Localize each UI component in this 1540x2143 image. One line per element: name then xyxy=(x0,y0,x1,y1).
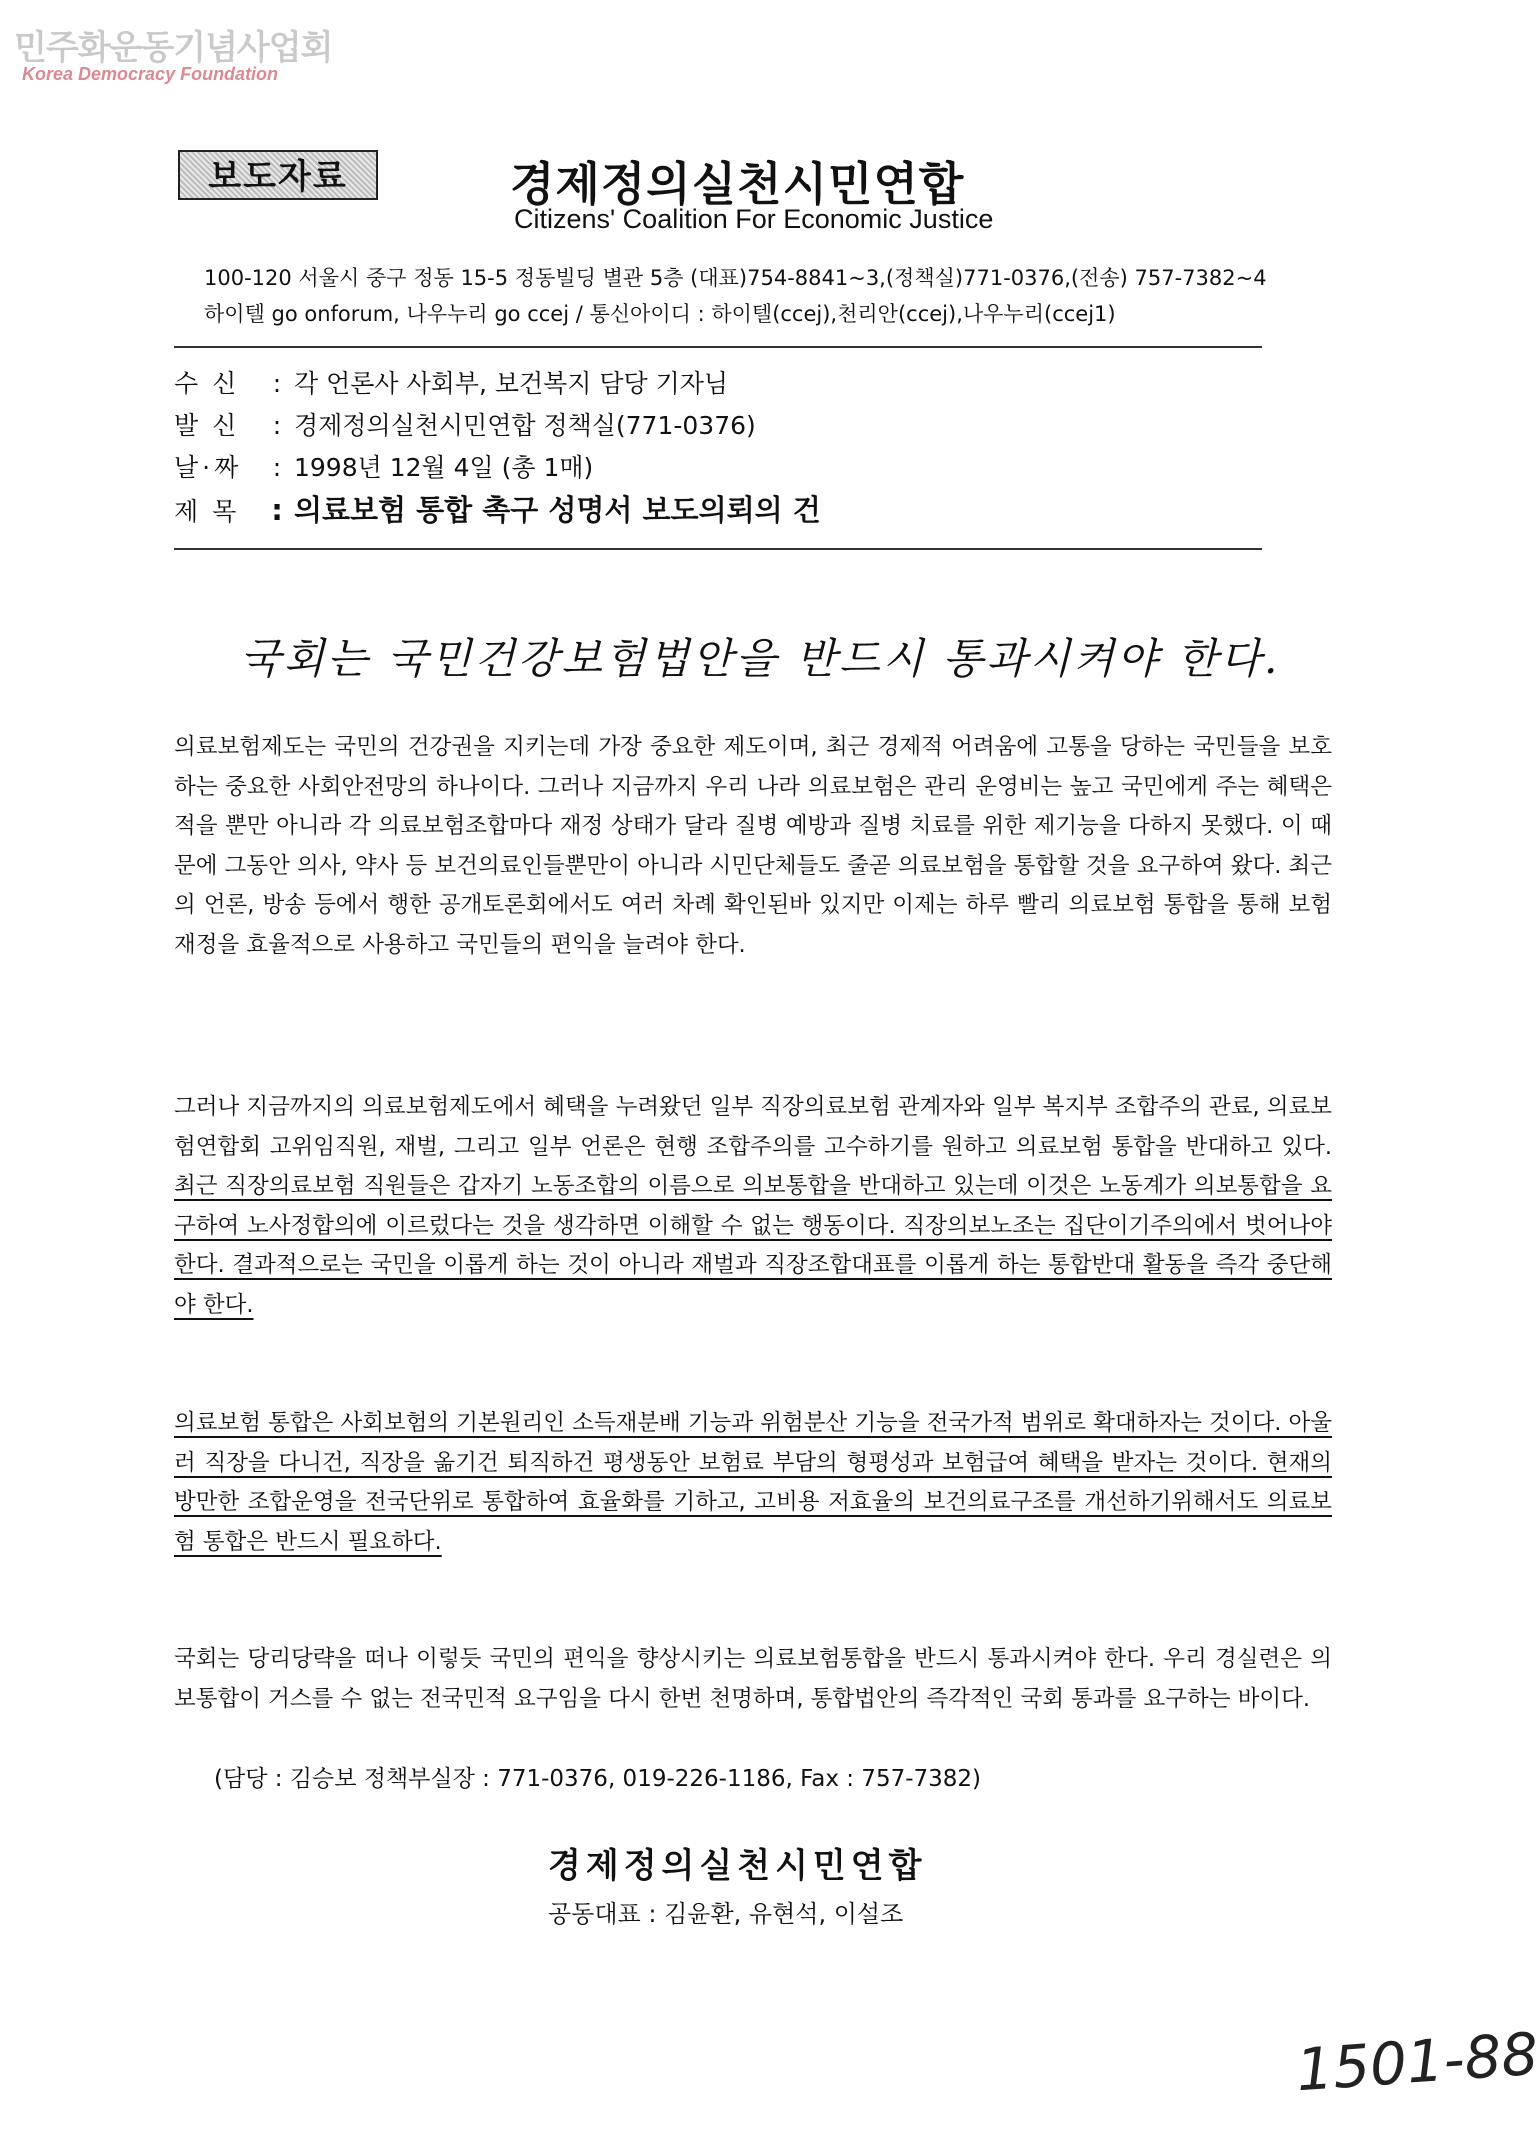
paragraph-1: 의료보험제도는 국민의 건강권을 지키는데 가장 중요한 제도이며, 최근 경제적 어려움에 고통을 당하는 국민들을 보호하는 중요한 사회안전망의 하나이다. 그러나 지금까지 우리 나라 의료보험은 관리 운영비는 높고 국민에게 주는 혜택은 적을 뿐만 아니라 각 의료보험조합마다 재정 상태가 달라 질병 예방과 질병 치료를 위한 제기능을 다하지 못했다. 이 때문에 그동안 의사, 약사 등 보건의료인들뿐만이 아니라 시민단체들도 줄곧 의료보험을 통합할 것을 요구하여 왔다. 최근의 언론, 방송 등에서 행한 공개토론회에서도 여러 차례 확인된바 있지만 이제는 하루 빨리 의료보험 통합을 통해 보험 재정을 효율적으로 사용하고 국민들의 편익을 늘려야 한다. xyxy=(174,734,1332,958)
handwritten-document-number: 1501-88 xyxy=(1293,2019,1540,2105)
address-line-1: 100-120 서울시 중구 정동 15-5 정동빌딩 별관 5층 (대표)754-8841~3,(정책실)771-0376,(전송) 757-7382~4 xyxy=(204,266,1267,290)
paragraph-2 xyxy=(174,1088,1332,1326)
meta-value: 의료보험 통합 촉구 성명서 보도의뢰의 건 xyxy=(294,493,821,527)
contact-line: (담당 : 김승보 정책부실장 : 771-0376, 019-226-1186, Fax : 757-7382) xyxy=(214,1766,982,1792)
meta-row-date: 날·짜 : 1998년 12월 4일 (총 1매) xyxy=(174,448,593,484)
paragraph-2-plain: 그러나 지금까지의 의료보험제도에서 혜택을 누려왔던 일부 직장의료보험 관계자와 일부 복지부 조합주의 관료, 의료보험연합회 고위임직원, 재벌, 그리고 일부 언론은 현행 조합주의를 고수하기를 원하고 의료보험 통합을 반대하고 있다. xyxy=(174,1094,1332,1160)
meta-value: 1998년 12월 4일 (총 1매) xyxy=(294,453,594,482)
meta-label: 날·짜 xyxy=(174,453,243,482)
meta-label: 수신 xyxy=(174,369,251,398)
meta-value: 각 언론사 사회부, 보건복지 담당 기자님 xyxy=(294,369,729,398)
signature-representatives: 공동대표 : 김윤환, 유현석, 이설조 xyxy=(548,1900,904,1928)
address-line-2: 하이텔 go onforum, 나우누리 go ccej / 통신아이디 : 하이텔(ccej),천리안(ccej),나우누리(ccej1) xyxy=(204,302,1116,326)
meta-row-subject: 제목 : 의료보험 통합 촉구 성명서 보도의뢰의 건 xyxy=(174,493,821,527)
meta-label: 발신 xyxy=(174,411,251,440)
meta-row-recipient: 수신 : 각 언론사 사회부, 보건복지 담당 기자님 xyxy=(174,364,728,400)
watermark-english: Korea Democracy Foundation xyxy=(22,64,279,84)
meta-value: 경제정의실천시민연합 정책실(771-0376) xyxy=(294,411,756,440)
paragraph-2-underlined: 최근 직장의료보험 직원들은 갑자기 노동조합의 이름으로 의보통합을 반대하고 있는데 이것은 노동계가 의보통합을 요구하여 노사정합의에 이르렀다는 것을 생각하면 이해할 수 없는 행동이다. 직장의보노조는 집단이기주의에서 벗어나야 한다. 결과적으로는 국민을 이롭게 하는 것이 아니라 재벌과 직장조합대표를 이롭게 하는 통합반대 활동을 즉각 중단해야 한다. xyxy=(174,1173,1332,1318)
paragraph-3-underlined: 의료보험 통합은 사회보험의 기본원리인 소득재분배 기능과 위험분산 기능을 전국가적 범위로 확대하자는 것이다. 아울러 직장을 다니건, 직장을 옮기건 퇴직하건 평생동안 보험료 부담의 형평성과 보험급여 혜택을 받자는 것이다. 현재의 방만한 조합운영을 전국단위로 통합하여 효율화를 기하고, 고비용 저효율의 보건의료구조를 개선하기위해서도 의료보험 통합은 반드시 필요하다. xyxy=(174,1410,1332,1555)
meta-label: 제목 xyxy=(174,497,251,526)
paragraph-4: 국회는 당리당략을 떠나 이렇듯 국민의 편익을 향상시키는 의료보험통합을 반드시 통과시켜야 한다. 우리 경실련은 의보통합이 거스를 수 없는 전국민적 요구임을 다시 한번 천명하며, 통합법안의 즉각적인 국회 통과를 요구하는 바이다. xyxy=(174,1646,1332,1712)
meta-row-sender: 발신 : 경제정의실천시민연합 정책실(771-0376) xyxy=(174,406,756,442)
paragraph-3 xyxy=(174,1404,1332,1562)
watermark-korean: 민주화운동기념사업회 xyxy=(14,28,333,68)
signature-org: 경제정의실천시민연합 xyxy=(548,1846,927,1886)
org-title-english: Citizens' Coalition For Economic Justice xyxy=(514,204,994,234)
divider-bottom xyxy=(174,548,1262,550)
org-title: 경제정의실천시민연합 xyxy=(510,157,965,211)
divider-top xyxy=(174,346,1262,348)
statement-headline: 국회는 국민건강보험법안을 반드시 통과시켜야 한다. xyxy=(240,634,1281,683)
press-release-badge: 보도자료 xyxy=(178,150,378,200)
